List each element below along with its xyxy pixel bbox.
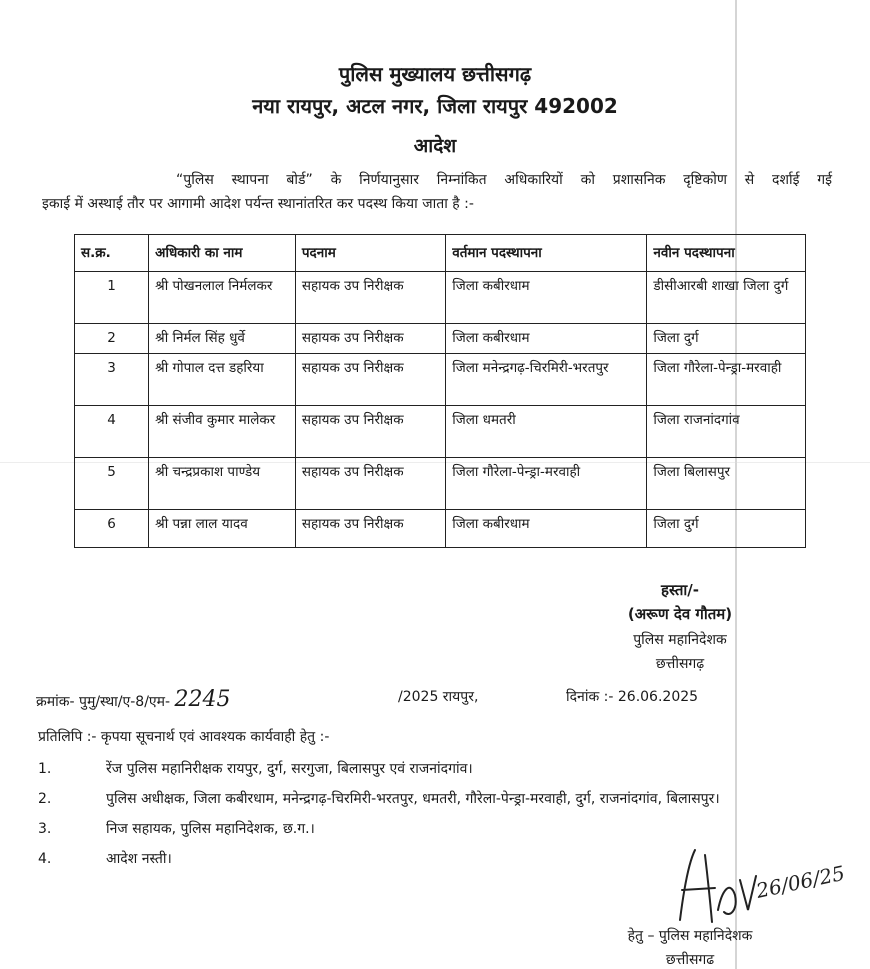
cell-sno: 2 xyxy=(75,324,149,354)
cell-name: श्री संजीव कुमार मालेकर xyxy=(149,406,296,458)
list-item xyxy=(38,788,818,810)
order-number-prefix: क्रमांक- पुमु/स्था/ए-8/एम- xyxy=(36,694,171,710)
footer-line-2: छत्तीसगढ xyxy=(665,952,715,968)
table-row xyxy=(75,458,806,510)
cell-new-posting: जिला राजनांदगांव xyxy=(647,406,806,458)
cell-current-posting: जिला गौरेला-पेन्ड्रा-मरवाही xyxy=(446,458,647,510)
cell-current-posting: जिला मनेन्द्रगढ़-चिरमिरी-भरतपुर xyxy=(446,354,647,406)
cell-designation: सहायक उप निरीक्षक xyxy=(295,324,445,354)
order-number xyxy=(36,687,231,712)
table-row xyxy=(75,354,806,406)
col-header-current-posting: वर्तमान पदस्थापना xyxy=(446,235,647,272)
list-item-number: 4. xyxy=(38,851,52,867)
cell-name: श्री पन्ना लाल यादव xyxy=(149,510,296,548)
order-body-line-2: इकाई में अस्थाई तौर पर आगामी आदेश पर्यन्त स्थानांतरित कर पदस्थ किया जाता है :- xyxy=(42,196,474,212)
cell-new-posting: डीसीआरबी शाखा जिला दुर्ग xyxy=(647,272,806,324)
list-item-text: पुलिस अधीक्षक, जिला कबीरधाम, मनेन्द्रगढ़-चिरमिरी-भरतपुर, धमतरी, गौरेला-पेन्ड्रा-मरवाही, दुर्ग, राजनांदगांव, बिलासपुर। xyxy=(106,791,720,807)
order-title: आदेश xyxy=(413,135,457,157)
office-address: नया रायपुर, अटल नगर, जिला रायपुर 492002 xyxy=(252,94,618,118)
cell-designation: सहायक उप निरीक्षक xyxy=(295,458,445,510)
copy-label: प्रतिलिपि :- कृपया सूचनार्थ एवं आवश्यक कार्यवाही हेतु :- xyxy=(38,729,330,745)
cell-sno: 5 xyxy=(75,458,149,510)
table-row xyxy=(75,324,806,354)
cell-current-posting: जिला कबीरधाम xyxy=(446,324,647,354)
cell-sno: 3 xyxy=(75,354,149,406)
cell-new-posting: जिला बिलासपुर xyxy=(647,458,806,510)
list-item-text: निज सहायक, पुलिस महानिदेशक, छ.ग.। xyxy=(106,821,315,837)
cell-new-posting: जिला गौरेला-पेन्ड्रा-मरवाही xyxy=(647,354,806,406)
cell-sno: 1 xyxy=(75,272,149,324)
cell-current-posting: जिला धमतरी xyxy=(446,406,647,458)
order-body-line-1: “पुलिस स्थापना बोर्ड” के निर्णयानुसार निम्नांकित अधिकारियों को प्रशासनिक दृष्टिकोण से दर्शाई गई xyxy=(176,172,832,188)
table-row xyxy=(75,272,806,324)
cell-designation: सहायक उप निरीक्षक xyxy=(295,272,445,324)
list-item-number: 2. xyxy=(38,791,52,807)
transfer-table xyxy=(74,234,806,548)
handwritten-initials xyxy=(660,840,850,930)
cell-new-posting: जिला दुर्ग xyxy=(647,510,806,548)
list-item-number: 3. xyxy=(38,821,52,837)
cell-designation: सहायक उप निरीक्षक xyxy=(295,354,445,406)
cell-new-posting: जिला दुर्ग xyxy=(647,324,806,354)
cell-name: श्री गोपाल दत्त डहरिया xyxy=(149,354,296,406)
col-header-sno: स.क्र. xyxy=(75,235,149,272)
signatory-designation: पुलिस महानिदेशक xyxy=(633,632,727,648)
list-item xyxy=(38,758,818,780)
col-header-new-posting: नवीन पदस्थापना xyxy=(647,235,806,272)
list-item-text: आदेश नस्ती। xyxy=(106,851,172,867)
cell-current-posting: जिला कबीरधाम xyxy=(446,272,647,324)
cell-current-posting: जिला कबीरधाम xyxy=(446,510,647,548)
signatory-state: छत्तीसगढ़ xyxy=(655,656,705,672)
table-row xyxy=(75,406,806,458)
col-header-designation: पदनाम xyxy=(295,235,445,272)
cell-name: श्री चन्द्रप्रकाश पाण्डेय xyxy=(149,458,296,510)
signature-signed: हस्ता/- xyxy=(661,581,699,599)
initials-date: 26/06/25 xyxy=(754,860,847,903)
cell-sno: 6 xyxy=(75,510,149,548)
cell-name: श्री निर्मल सिंह धुर्वे xyxy=(149,324,296,354)
cell-name: श्री पोखनलाल निर्मलकर xyxy=(149,272,296,324)
office-title: पुलिस मुख्यालय छत्तीसगढ़ xyxy=(338,62,532,86)
cell-sno: 4 xyxy=(75,406,149,458)
table-header-row xyxy=(75,235,806,272)
order-body xyxy=(42,168,832,216)
col-header-name: अधिकारी का नाम xyxy=(149,235,296,272)
order-number-handwritten: 2245 xyxy=(174,687,231,712)
footer-line-1: हेतु – पुलिस महानिदेशक xyxy=(627,928,753,944)
list-item-text: रेंज पुलिस महानिरीक्षक रायपुर, दुर्ग, सरगुजा, बिलासपुर एवं राजनांदगांव। xyxy=(106,761,473,777)
order-date: दिनांक :- 26.06.2025 xyxy=(566,689,699,705)
table-row xyxy=(75,510,806,548)
signatory-name: (अरूण देव गौतम) xyxy=(627,605,733,623)
list-item xyxy=(38,818,818,840)
list-item-number: 1. xyxy=(38,761,52,777)
cell-designation: सहायक उप निरीक्षक xyxy=(295,406,445,458)
cell-designation: सहायक उप निरीक्षक xyxy=(295,510,445,548)
order-year-place: /2025 रायपुर, xyxy=(398,689,479,705)
